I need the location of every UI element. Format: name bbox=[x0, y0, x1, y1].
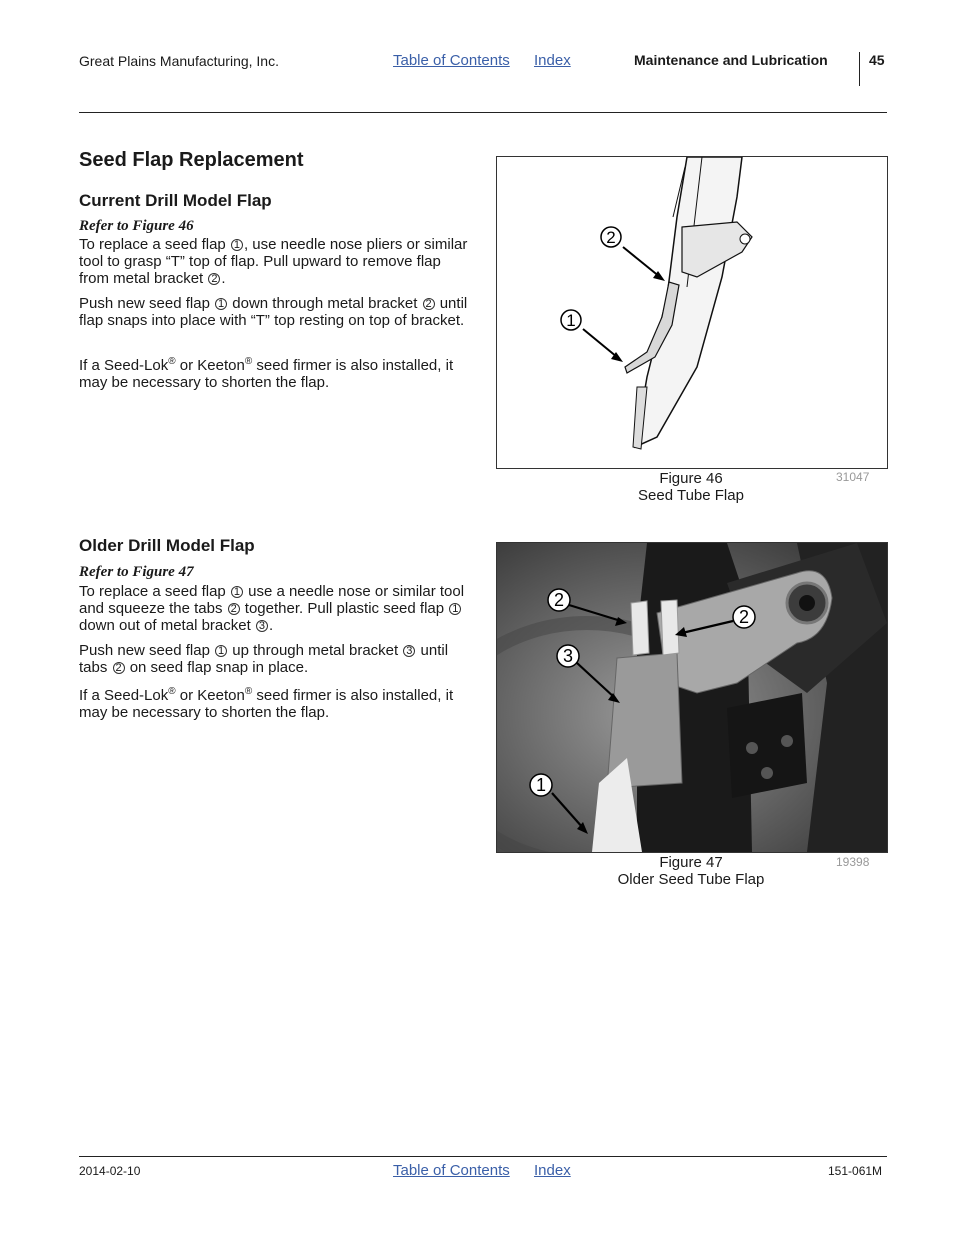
figure-47-image bbox=[496, 542, 888, 853]
header-divider bbox=[859, 52, 860, 86]
fig47-callout-2b: 2 bbox=[738, 607, 750, 627]
callout-ref-1: 1 bbox=[449, 603, 461, 615]
figure-46-caption: Figure 46 Seed Tube Flap bbox=[638, 470, 744, 504]
index-link-footer[interactable]: Index bbox=[534, 1162, 571, 1179]
index-link-header[interactable]: Index bbox=[534, 52, 571, 69]
older-paragraph-2: Push new seed flap 1 up through metal bracket 3 until tabs 2 on seed flap snap in place. bbox=[79, 642, 449, 676]
callout-ref-1: 1 bbox=[215, 298, 227, 310]
toc-link-footer[interactable]: Table of Contents bbox=[393, 1162, 510, 1179]
figure-46-image bbox=[496, 156, 888, 469]
header-rule bbox=[79, 112, 887, 113]
callout-ref-1: 1 bbox=[231, 586, 243, 598]
callout-ref-1: 1 bbox=[231, 239, 243, 251]
older-refer: Refer to Figure 47 bbox=[79, 564, 194, 580]
page-title: Seed Flap Replacement bbox=[79, 149, 304, 171]
current-refer: Refer to Figure 46 bbox=[79, 218, 194, 234]
figure-47-number: 19398 bbox=[836, 855, 870, 869]
callout-ref-2: 2 bbox=[228, 603, 240, 615]
figure-47-caption: Figure 47 Older Seed Tube Flap bbox=[617, 854, 765, 888]
callout-ref-2: 2 bbox=[208, 273, 220, 285]
fig47-callout-3: 3 bbox=[562, 646, 574, 666]
older-paragraph-3: If a Seed-Lok® or Keeton® seed firmer is also installed, it may be necessary to shorten the flap. bbox=[79, 686, 454, 721]
fig46-callout-2: 2 bbox=[606, 228, 616, 247]
fig47-callout-2a: 2 bbox=[553, 590, 565, 610]
callout-ref-2: 2 bbox=[113, 662, 125, 674]
toc-link-header[interactable]: Table of Contents bbox=[393, 52, 510, 69]
company-name: Great Plains Manufacturing, Inc. bbox=[79, 53, 279, 69]
current-paragraph-3: If a Seed-Lok® or Keeton® seed firmer is also installed, it may be necessary to shorten the flap. bbox=[79, 356, 454, 391]
callout-ref-2: 2 bbox=[423, 298, 435, 310]
older-heading: Older Drill Model Flap bbox=[79, 536, 255, 555]
footer-rule bbox=[79, 1156, 887, 1157]
current-heading: Current Drill Model Flap bbox=[79, 191, 272, 210]
page-number: 45 bbox=[869, 52, 885, 68]
older-paragraph-1: To replace a seed flap 1 use a needle nose or similar tool and squeeze the tabs 2 together. Pull plastic seed flap 1 down out of metal bracket 3 . bbox=[79, 583, 465, 634]
footer-date: 2014-02-10 bbox=[79, 1164, 141, 1178]
callout-ref-1: 1 bbox=[215, 645, 227, 657]
callout-ref-3: 3 bbox=[256, 620, 268, 632]
section-title: Maintenance and Lubrication bbox=[634, 52, 828, 68]
fig46-callout-1: 1 bbox=[566, 311, 576, 330]
callout-ref-3: 3 bbox=[403, 645, 415, 657]
doc-number: 151-061M bbox=[828, 1164, 883, 1178]
figure-46-number: 31047 bbox=[836, 470, 870, 484]
current-paragraph-1: To replace a seed flap 1 , use needle nose pliers or similar tool to grasp “T” top of flap. Pull upward to remove flap from metal bracket 2 . bbox=[79, 236, 468, 287]
fig47-callout-1: 1 bbox=[535, 775, 547, 795]
current-paragraph-2: Push new seed flap 1 down through metal bracket 2 until flap snaps into place with “T” top resting on top of bracket. bbox=[79, 295, 468, 329]
